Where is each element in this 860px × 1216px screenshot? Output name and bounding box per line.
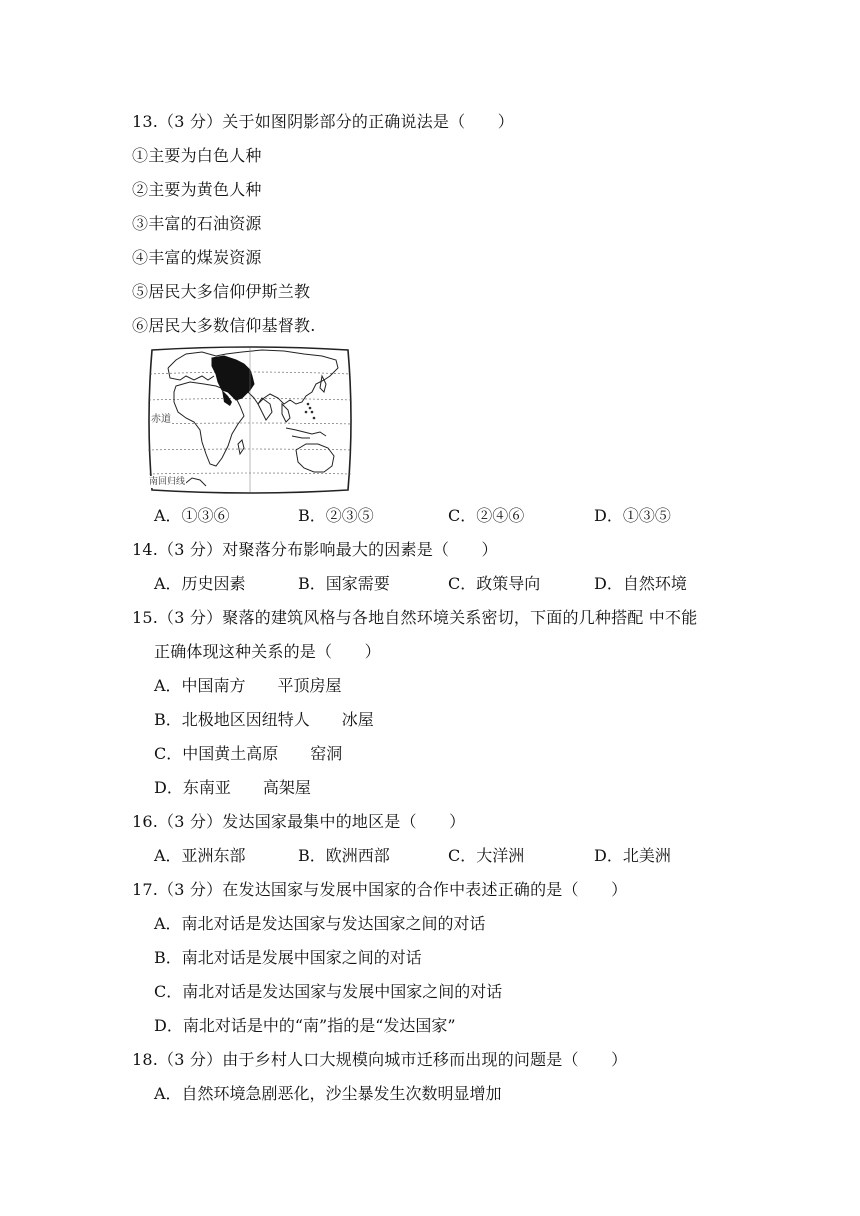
- q17-option-b[interactable]: B．南北对话是发展中国家之间的对话: [154, 948, 422, 967]
- q15-stem-line-1: 15.（3 分）聚落的建筑风格与各地自然环境关系密切，下面的几种搭配 中不能: [132, 608, 698, 627]
- q13-statement-2: ②主要为黄色人种: [132, 180, 262, 199]
- q13-statement-5: ⑤居民大多信仰伊斯兰教: [132, 282, 311, 301]
- q18-stem: 18.（3 分）由于乡村人口大规模向城市迁移而出现的问题是（ ）: [132, 1050, 628, 1069]
- world-map-figure: [146, 346, 354, 494]
- q17-option-c[interactable]: C．南北对话是发达国家与发展中国家之间的对话: [154, 982, 503, 1001]
- q17-stem: 17.（3 分）在发达国家与发展中国家的合作中表述正确的是（ ）: [132, 880, 628, 899]
- q16-option-a[interactable]: A．亚洲东部: [154, 846, 246, 865]
- q13-statement-6: ⑥居民大多数信仰基督教.: [132, 316, 316, 335]
- q14-option-a[interactable]: A．历史因素: [154, 574, 246, 593]
- q16-option-b[interactable]: B．欧洲西部: [298, 846, 390, 865]
- q18-option-a[interactable]: A．自然环境急剧恶化，沙尘暴发生次数明显增加: [154, 1084, 502, 1103]
- q14-stem: 14.（3 分）对聚落分布影响最大的因素是（ ）: [132, 540, 498, 559]
- q15-option-d[interactable]: D．东南亚 高架屋: [154, 778, 311, 797]
- q13-statement-1: ①主要为白色人种: [132, 146, 262, 165]
- q14-option-d[interactable]: D．自然环境: [594, 574, 687, 593]
- q13-option-d[interactable]: D．①③⑤: [594, 506, 671, 525]
- tropic-label: 南回归线: [149, 477, 186, 487]
- q13-stem: 13.（3 分）关于如图阴影部分的正确说法是（ ）: [132, 112, 514, 131]
- q13-option-b[interactable]: B．②③⑤: [298, 506, 374, 525]
- q15-stem-line-2: 正确体现这种关系的是（ ）: [154, 642, 381, 661]
- world-map-svg: [146, 346, 354, 494]
- q14-option-b[interactable]: B．国家需要: [298, 574, 390, 593]
- q13-statement-3: ③丰富的石油资源: [132, 214, 262, 233]
- q16-option-d[interactable]: D．北美洲: [594, 846, 671, 865]
- q15-option-a[interactable]: A．中国南方 平顶房屋: [154, 676, 342, 695]
- q14-option-c[interactable]: C．政策导向: [448, 574, 541, 593]
- q13-statement-4: ④丰富的煤炭资源: [132, 248, 262, 267]
- q15-option-b[interactable]: B．北极地区因纽特人 冰屋: [154, 710, 374, 729]
- q13-option-a[interactable]: A．①③⑥: [154, 506, 230, 525]
- equator-label: 赤道: [151, 414, 171, 425]
- q15-option-c[interactable]: C．中国黄土高原 窑洞: [154, 744, 343, 763]
- q13-option-c[interactable]: C．②④⑥: [448, 506, 525, 525]
- q16-option-c[interactable]: C．大洋洲: [448, 846, 525, 865]
- q16-stem: 16.（3 分）发达国家最集中的地区是（ ）: [132, 812, 466, 831]
- q17-option-a[interactable]: A．南北对话是发达国家与发达国家之间的对话: [154, 914, 486, 933]
- q17-option-d[interactable]: D．南北对话是中的“南”指的是“发达国家”: [154, 1016, 456, 1035]
